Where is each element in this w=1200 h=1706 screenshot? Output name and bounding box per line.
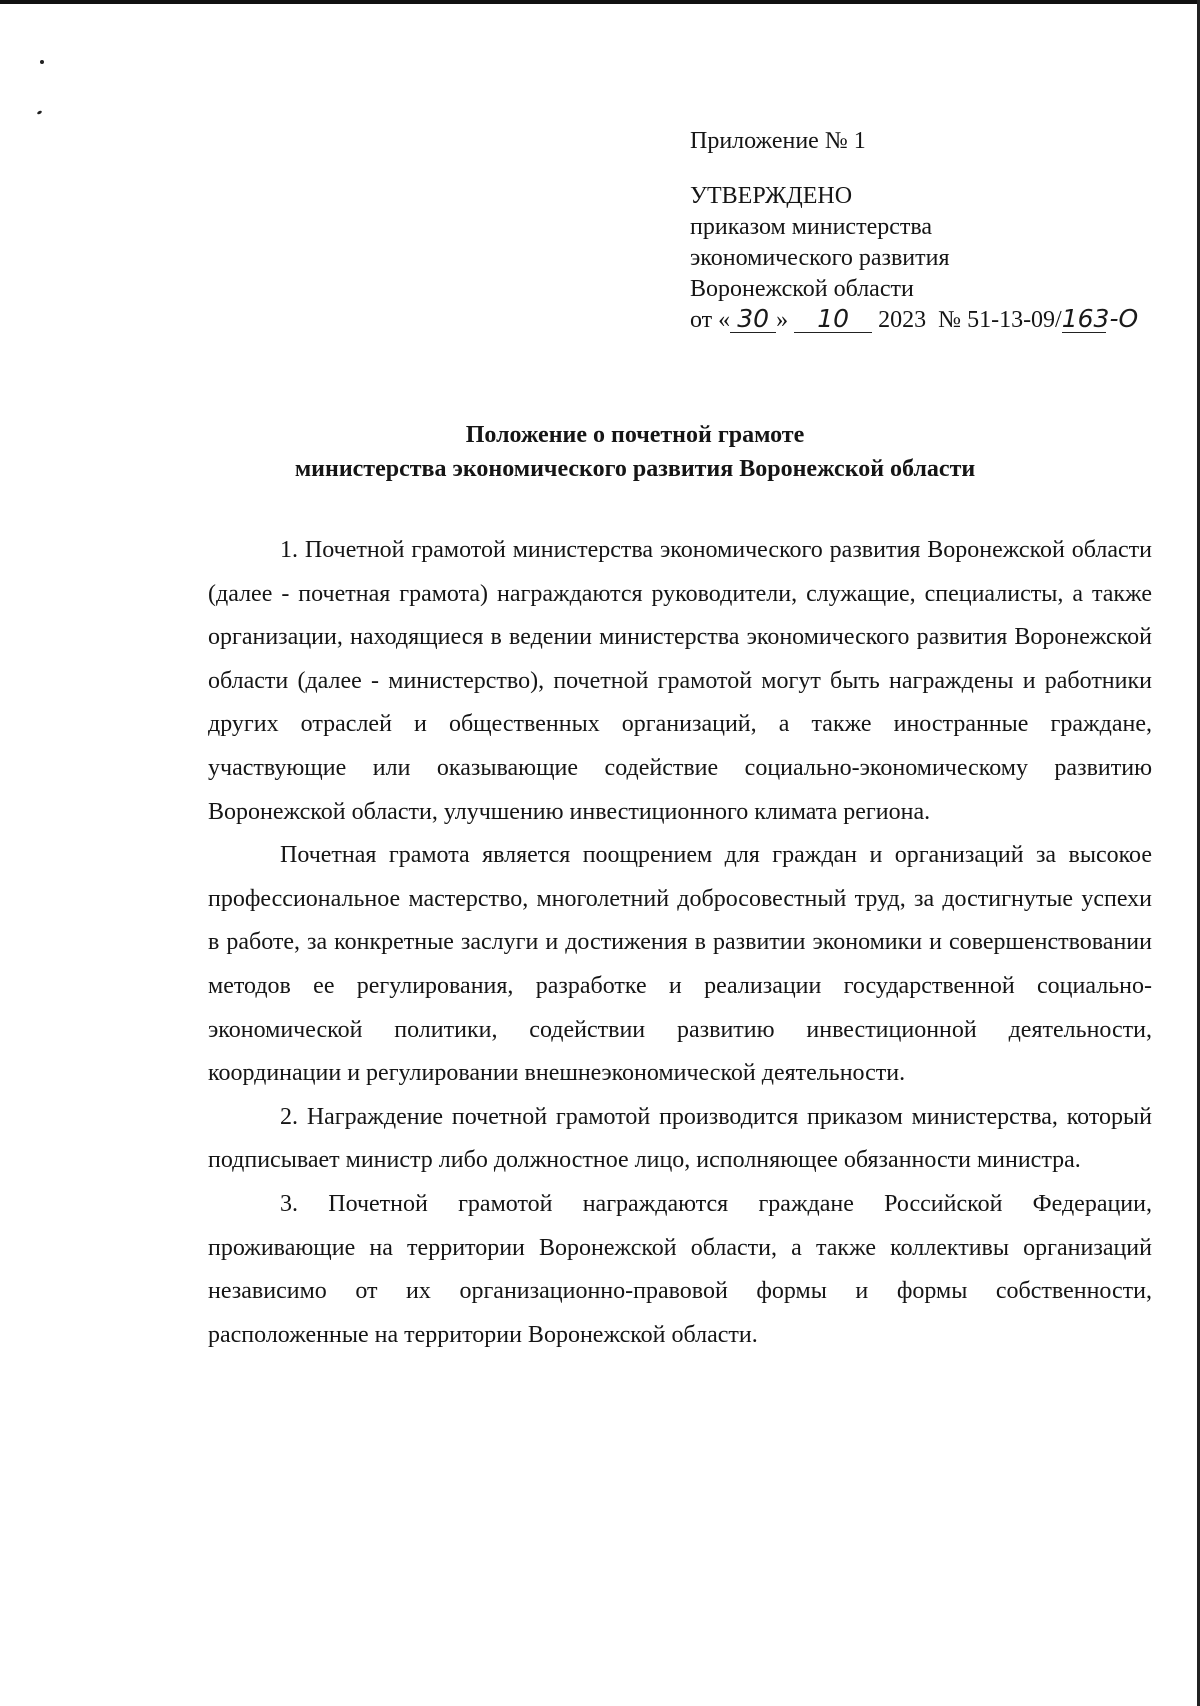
date-quote-close: »: [776, 307, 789, 333]
paragraph-4: 3. Почетной грамотой награждаются граждане Российской Федерации, проживающие на территории Воронежской области, а также коллективы организаций независимо от их организационно-правовой формы и формы собственности, расположенные на территории Воронежской области.: [208, 1190, 1152, 1348]
approved-label: УТВЕРЖДЕНО: [690, 183, 853, 209]
scan-speck: [37, 110, 43, 115]
scan-speck: [40, 60, 44, 64]
document-body: [208, 529, 1152, 1357]
approval-date-line: [690, 304, 1139, 336]
title-line-2: министерства экономического развития Воронежской области: [294, 456, 976, 482]
paragraph-2: Почетная грамота является поощрением для граждан и организаций за высокое профессиональное мастерство, многолетний добросовестный труд, за достигнутые успехи в работе, за конкретные заслуги и достижения в развитии экономики и совершенствовании методов ее регулирования, разработке и реализации государственной социально-экономической политики, содействии развитию инвестиционной деятельности, координации и регулировании внешнеэкономической деятельности.: [208, 842, 1152, 1087]
paragraph-1: 1. Почетной грамотой министерства экономического развития Воронежской области (далее - почетная грамота) награждаются руководители, служащие, специалисты, а также организации, находящиеся в ведении министерства экономического развития Воронежской области (далее - министерство), почетной грамотой могут быть награждены и работники других отраслей и общественных организаций, а также иностранные граждане, участвующие или оказывающие содействие социально-экономическому развитию Воронежской области, улучшению инвестиционного климата региона.: [208, 537, 1152, 825]
date-day-handwritten: 30: [730, 306, 776, 333]
annex-label: Приложение № 1: [690, 128, 866, 154]
date-month-handwritten: 10: [794, 306, 872, 333]
paragraph-3: 2. Награждение почетной грамотой производится приказом министерства, который подписывает министр либо должностное лицо, исполняющее обязанности министра.: [208, 1103, 1152, 1174]
date-prefix: от «: [690, 307, 731, 333]
title-line-1: Положение о почетной грамоте: [465, 422, 805, 448]
approval-block: [690, 126, 1139, 336]
approval-line-1: приказом министерства: [690, 214, 933, 240]
document-title: [200, 418, 1070, 486]
order-number-handwritten: 163-О: [1061, 304, 1139, 333]
order-number-prefix: № 51-13-09/: [938, 307, 1062, 333]
scan-edge-top: [0, 0, 1200, 4]
date-year: 2023: [878, 307, 927, 333]
approval-line-3: Воронежской области: [690, 276, 914, 302]
approval-line-2: экономического развития: [690, 245, 950, 271]
